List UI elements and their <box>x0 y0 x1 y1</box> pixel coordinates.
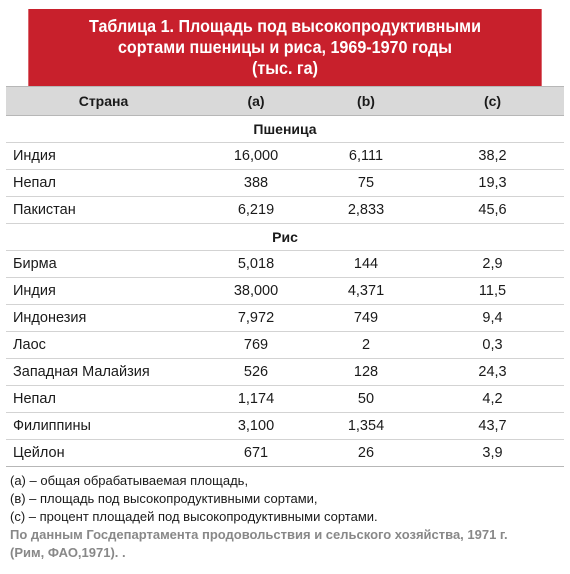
group-row <box>6 116 564 143</box>
country-cell: Лаос <box>6 332 201 359</box>
value-cell: 749 <box>311 305 421 332</box>
header-row <box>6 87 564 116</box>
country-cell: Филиппины <box>6 413 201 440</box>
table-notes <box>6 472 564 562</box>
column-header-country: Страна <box>6 87 201 116</box>
country-cell: Индия <box>6 143 201 170</box>
value-cell: 144 <box>311 251 421 278</box>
value-cell: 5,018 <box>201 251 311 278</box>
value-cell: 75 <box>311 170 421 197</box>
country-cell: Пакистан <box>6 197 201 224</box>
value-cell: 526 <box>201 359 311 386</box>
table-row <box>6 413 564 440</box>
value-cell: 38,2 <box>421 143 564 170</box>
country-cell: Цейлон <box>6 440 201 467</box>
group-row <box>6 224 564 251</box>
value-cell: 45,6 <box>421 197 564 224</box>
value-cell: 19,3 <box>421 170 564 197</box>
value-cell: 4,2 <box>421 386 564 413</box>
value-cell: 1,354 <box>311 413 421 440</box>
country-cell: Непал <box>6 386 201 413</box>
note-b: (в) – площадь под высокопродуктивными сортами, <box>10 491 318 506</box>
value-cell: 3,100 <box>201 413 311 440</box>
value-cell: 24,3 <box>421 359 564 386</box>
column-header-a: (a) <box>201 87 311 116</box>
value-cell: 6,219 <box>201 197 311 224</box>
group-label: Пшеница <box>6 116 564 143</box>
table-row <box>6 251 564 278</box>
country-cell: Непал <box>6 170 201 197</box>
note-a: (а) – общая обрабатываемая площадь, <box>10 473 249 488</box>
table-row <box>6 440 564 467</box>
value-cell: 128 <box>311 359 421 386</box>
table-body <box>6 116 564 467</box>
value-cell: 38,000 <box>201 278 311 305</box>
value-cell: 6,111 <box>311 143 421 170</box>
value-cell: 50 <box>311 386 421 413</box>
source-note: По данным Госдепартамента продовольствия и сельского хозяйства, 1971 г. (Рим, ФАО,1971). . <box>10 527 508 560</box>
value-cell: 9,4 <box>421 305 564 332</box>
country-cell: Индонезия <box>6 305 201 332</box>
value-cell: 16,000 <box>201 143 311 170</box>
data-table <box>6 86 564 467</box>
value-cell: 11,5 <box>421 278 564 305</box>
column-header-b: (b) <box>311 87 421 116</box>
table-row <box>6 170 564 197</box>
value-cell: 3,9 <box>421 440 564 467</box>
value-cell: 2,9 <box>421 251 564 278</box>
country-cell: Индия <box>6 278 201 305</box>
value-cell: 2 <box>311 332 421 359</box>
table-row <box>6 143 564 170</box>
table-figure <box>6 9 564 562</box>
value-cell: 26 <box>311 440 421 467</box>
value-cell: 388 <box>201 170 311 197</box>
table-row <box>6 386 564 413</box>
table-row <box>6 359 564 386</box>
value-cell: 769 <box>201 332 311 359</box>
value-cell: 1,174 <box>201 386 311 413</box>
table-row <box>6 305 564 332</box>
value-cell: 2,833 <box>311 197 421 224</box>
table-row <box>6 332 564 359</box>
column-header-c: (c) <box>421 87 564 116</box>
country-cell: Западная Малайзия <box>6 359 201 386</box>
country-cell: Бирма <box>6 251 201 278</box>
value-cell: 671 <box>201 440 311 467</box>
table-row <box>6 278 564 305</box>
value-cell: 4,371 <box>311 278 421 305</box>
group-label: Рис <box>6 224 564 251</box>
value-cell: 7,972 <box>201 305 311 332</box>
table-title-banner <box>28 9 541 86</box>
value-cell: 43,7 <box>421 413 564 440</box>
table-title: Таблица 1. Площадь под высокопродуктивными сортами пшеницы и риса, 1969-1970 годы (тыс. га) <box>89 16 481 78</box>
table-row <box>6 197 564 224</box>
value-cell: 0,3 <box>421 332 564 359</box>
note-c: (с) – процент площадей под высокопродуктивными сортами. <box>10 509 378 524</box>
